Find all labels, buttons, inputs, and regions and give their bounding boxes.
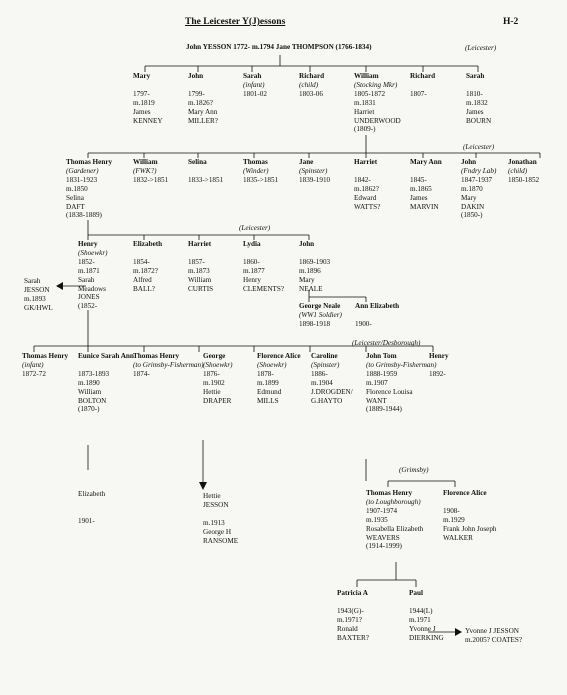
place-label-gen3: (Leicester) <box>239 224 271 232</box>
side-note-sarah-jesson: Sarah JESSON m.1893 GK/HWL <box>24 277 53 312</box>
person-thomas-henry-1872: Thomas Henry (infant) 1872-72 <box>22 352 69 378</box>
person-florence-alice-1878: Florence Alice (Shoewkr) 1878- m.1899 Edmund MILLS <box>257 352 301 405</box>
person-paul-1944: Paul 1944(L) m.1971 Yvonne J DIERKING <box>409 589 444 642</box>
person-jonathan-1850: Jonathan (child) 1850-1852 <box>508 158 540 184</box>
person-thomas-1835: Thomas (Winder) 1835->1851 <box>243 158 279 184</box>
person-mary-1797: Mary 1797- m.1819 James KENNEY <box>133 72 163 125</box>
place-label-gen2: (Leicester) <box>463 143 495 151</box>
person-george-1876: George (Shoewkr) 1876- m.1902 Hettie DRAPER <box>203 352 233 405</box>
person-henry-1852: Henry (Shoewkr) 1852- m.1871 Sarah Meadows JONES (1852- <box>78 240 108 311</box>
person-john-1799: John 1799- m.1826? Mary Ann MILLER? <box>188 72 218 125</box>
person-jane-1839: Jane (Spinster) 1839-1910 <box>299 158 331 184</box>
final-note-yvonne-jesson: Yvonne J JESSON m.2005? COATES? <box>465 627 523 644</box>
chart-title: The Leicester Y(J)essons <box>185 17 286 27</box>
person-florence-alice-1908: Florence Alice 1908- m.1929 Frank John Joseph WALKER <box>443 489 497 542</box>
person-thomas-henry-1831: Thomas Henry (Gardener) 1831-1923 m.1850 Selina DAFT (1838-1889) <box>66 158 113 220</box>
person-elizabeth-1901: Elizabeth 1901- <box>78 490 106 525</box>
person-harriet-1842: Harriet 1842- m.1862? Edward WATTS? <box>354 158 381 211</box>
page-id: H-2 <box>503 17 519 27</box>
person-hettie-jesson: Hettie JESSON m.1913 George H RANSOME <box>203 492 239 545</box>
place-label-gen4: (Leicester/Desborough) <box>352 339 421 347</box>
place-label-grimsby: (Grimsby) <box>399 466 429 474</box>
person-john-1869: John 1869-1903 m.1896 Mary NEALE <box>299 240 331 293</box>
person-richard-1803: Richard (child) 1803-06 <box>299 72 325 98</box>
person-elizabeth-1854: Elizabeth 1854- m.1872? Alfred BALL? <box>133 240 163 293</box>
person-richard-1807: Richard 1807- <box>410 72 436 98</box>
person-john-1847: John (Fndry Lab) 1847-1937 m.1870 Mary DAKIN (1850-) <box>461 158 497 220</box>
person-george-neale-1898: George Neale (WW1 Soldier) 1898-1918 <box>299 302 342 328</box>
person-sarah-1801: Sarah (infant) 1801-02 <box>243 72 267 98</box>
person-lydia-1860: Lydia 1860- m.1877 Henry CLEMENTS? <box>243 240 285 293</box>
person-sarah-1810: Sarah 1810- m.1832 James BOURN <box>466 72 492 125</box>
place-label-gen1: (Leicester) <box>465 44 497 52</box>
person-eunice-sarah-ann-1873: Eunice Sarah Ann 1873-1893 m.1890 William BOLTON (1870-) <box>78 352 134 414</box>
person-william-1805: William (Stocking Mkr) 1805-1872 m.1831 Harriet UNDERWOOD (1809-) <box>354 72 401 134</box>
person-thomas-henry-1874: Thomas Henry (to Grimsby-Fisherman) 1874- <box>133 352 204 378</box>
person-ann-elizabeth-1900: Ann Elizabeth 1900- <box>355 302 400 328</box>
person-patricia-a-1943: Patricia A 1943(G)- m.1971? Ronald BAXTER? <box>337 589 369 642</box>
person-henry-1892: Henry 1892- <box>429 352 449 378</box>
person-caroline-1886: Caroline (Spinster) 1886- m.1904 J.DROGDEN/ G.HAYTO <box>311 352 353 405</box>
person-mary-ann-1845: Mary Ann 1845- m.1865 James MARVIN <box>410 158 442 211</box>
person-william-1832: William (FWK?) 1832->1851 <box>133 158 169 184</box>
root-couple: John YESSON 1772- m.1794 Jane THOMPSON (1766-1834) <box>186 43 372 51</box>
person-thomas-henry-1907: Thomas Henry (to Loughborough) 1907-1974 m.1935 Rosabella Elizabeth WEAVERS (1914-1999) <box>366 489 424 551</box>
person-selina-1833: Selina 1833->1851 <box>188 158 224 184</box>
person-john-tom-1888: John Tom (to Grimsby-Fisherman) 1888-1959 m.1907 Florence Louisa WANT (1889-1944) <box>366 352 437 414</box>
person-harriet-1857: Harriet 1857- m.1873 William CURTIS <box>188 240 214 293</box>
